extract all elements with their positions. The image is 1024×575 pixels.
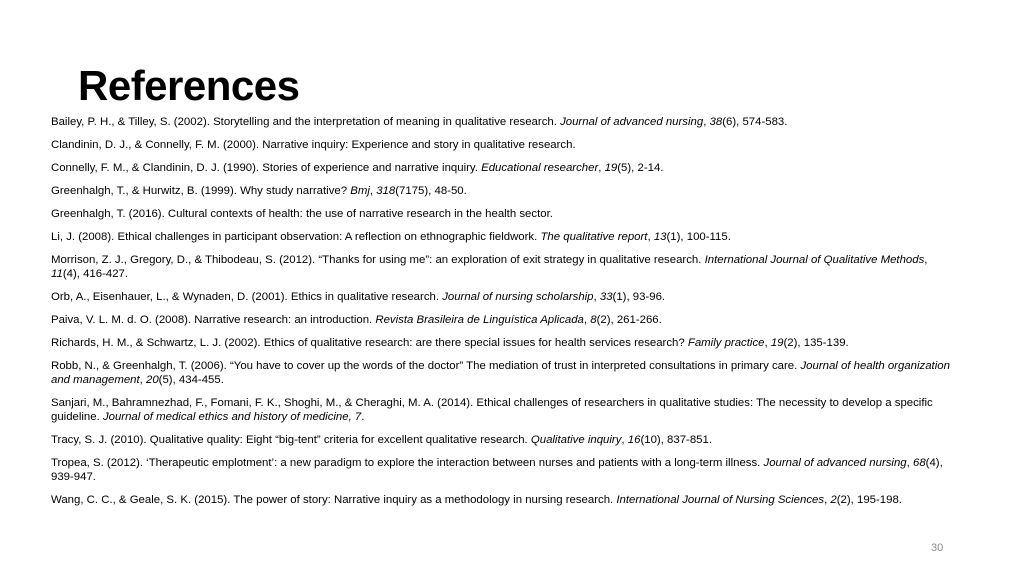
- reference-item: [51, 230, 951, 244]
- reference-italic-text: 11: [51, 268, 63, 280]
- reference-text: Tracy, S. J. (2010). Qualitative quality: Eight “big-tent” criteria for excellent qualitative research.: [51, 434, 531, 446]
- reference-italic-text: Journal of advanced nursing: [763, 457, 907, 469]
- reference-text: ,: [583, 314, 591, 326]
- reference-item: [51, 396, 951, 424]
- reference-text: (4), 416-427.: [62, 268, 129, 280]
- reference-text: Sanjari, M., Bahramnezhad, F., Fomani, F. K., Shoghi, M., & Cheraghi, M. A. (2014). Ethical challenges of researchers in qualitative studies: The necessity to develop a specific guideline.: [51, 397, 936, 423]
- reference-text: Bailey, P. H., & Tilley, S. (2002). Storytelling and the interpretation of meaning in qualitative research.: [51, 116, 561, 128]
- reference-item: [51, 161, 951, 175]
- reference-item: [51, 253, 951, 281]
- reference-text: (10), 837-851.: [640, 434, 712, 446]
- reference-italic-text: Journal of advanced nursing: [560, 116, 704, 128]
- reference-text: Greenhalgh, T., & Hurwitz, B. (1999). Why study narrative?: [51, 185, 351, 197]
- reference-text: ,: [139, 374, 146, 386]
- reference-italic-text: 38: [709, 116, 723, 128]
- reference-text: Tropea, S. (2012). ‘Therapeutic emplotment’: a new paradigm to explore the interaction between nurses and patients with a long-term illness.: [51, 457, 764, 469]
- reference-item: [51, 115, 951, 129]
- reference-italic-text: Bmj: [350, 185, 370, 197]
- reference-italic-text: Family practice: [687, 337, 765, 349]
- reference-text: ,: [598, 162, 605, 174]
- reference-text: Greenhalgh, T. (2016). Cultural contexts of health: the use of narrative research in the health sector.: [51, 208, 553, 220]
- reference-text: (5), 2-14.: [617, 162, 664, 174]
- reference-item: [51, 290, 951, 304]
- reference-italic-text: 68: [912, 457, 926, 469]
- reference-text: .: [361, 411, 365, 423]
- reference-text: Wang, C. C., & Geale, S. K. (2015). The power of story: Narrative inquiry as a methodology in nursing research.: [51, 494, 617, 506]
- slide-title: References: [78, 62, 300, 109]
- reference-italic-text: 19: [770, 337, 784, 349]
- reference-text: (6), 574-583.: [722, 116, 788, 128]
- reference-italic-text: Educational researcher: [481, 162, 599, 174]
- reference-item: [51, 493, 951, 507]
- reference-text: ,: [647, 231, 654, 243]
- reference-text: (2), 135-139.: [783, 337, 849, 349]
- reference-item: [51, 313, 951, 327]
- reference-item: [51, 433, 951, 447]
- reference-text: Morrison, Z. J., Gregory, D., & Thibodeau, S. (2012). “Thanks for using me”: an exploration of exit strategy in qualitative research.: [51, 254, 705, 266]
- reference-text: (4), 939-947.: [51, 457, 946, 483]
- reference-italic-text: Qualitative inquiry: [530, 434, 622, 446]
- reference-italic-text: Journal of medical ethics and history of medicine, 7: [102, 411, 362, 423]
- reference-text: (7175), 48-50.: [395, 185, 467, 197]
- reference-italic-text: 33: [599, 291, 613, 303]
- reference-text: ,: [621, 434, 628, 446]
- reference-italic-text: 8: [590, 314, 597, 326]
- reference-text: ,: [906, 457, 913, 469]
- reference-text: ,: [824, 494, 831, 506]
- reference-item: [51, 456, 951, 484]
- reference-italic-text: 318: [376, 185, 396, 197]
- page-number: 30: [931, 542, 944, 554]
- reference-text: ,: [593, 291, 600, 303]
- reference-italic-text: 2: [830, 494, 837, 506]
- reference-italic-text: 19: [604, 162, 618, 174]
- reference-item: [51, 359, 954, 387]
- reference-list: [51, 115, 954, 516]
- reference-text: Paiva, V. L. M. d. O. (2008). Narrative research: an introduction.: [51, 314, 376, 326]
- reference-text: (1), 93-96.: [612, 291, 666, 303]
- reference-text: (5), 434-455.: [158, 374, 224, 386]
- reference-text: ,: [764, 337, 771, 349]
- reference-item: [51, 138, 951, 152]
- reference-italic-text: 13: [653, 231, 667, 243]
- reference-text: Connelly, F. M., & Clandinin, D. J. (1990). Stories of experience and narrative inquiry.: [51, 162, 482, 174]
- reference-text: (2), 195-198.: [836, 494, 902, 506]
- reference-italic-text: The qualitative report: [540, 231, 648, 243]
- reference-text: Clandinin, D. J., & Connelly, F. M. (2000). Narrative inquiry: Experience and story in qualitative research.: [51, 139, 576, 151]
- reference-italic-text: International Journal of Nursing Sciences: [616, 494, 825, 506]
- reference-italic-text: 16: [627, 434, 641, 446]
- reference-italic-text: Journal of nursing scholarship: [442, 291, 594, 303]
- reference-text: ,: [924, 254, 931, 266]
- reference-italic-text: 20: [146, 374, 159, 386]
- reference-text: Robb, N., & Greenhalgh, T. (2006). “You have to cover up the words of the doctor” The mediation of trust in interpreted consultations in primary care.: [51, 360, 801, 372]
- reference-italic-text: Revista Brasileira de Linguística Aplicada: [375, 314, 584, 326]
- reference-text: Richards, H. M., & Schwartz, L. J. (2002). Ethics of qualitative research: are there special issues for health services research?: [51, 337, 688, 349]
- reference-text: Li, J. (2008). Ethical challenges in participant observation: A reflection on ethnographic fieldwork.: [51, 231, 541, 243]
- reference-italic-text: Journal of health organization and management: [51, 360, 954, 386]
- reference-item: [51, 184, 951, 198]
- reference-text: Orb, A., Eisenhauer, L., & Wynaden, D. (2001). Ethics in qualitative research.: [51, 291, 443, 303]
- reference-item: [51, 207, 951, 221]
- reference-text: ,: [369, 185, 377, 197]
- reference-text: (1), 100-115.: [666, 231, 731, 243]
- reference-text: (2), 261-266.: [596, 314, 662, 326]
- reference-text: ,: [703, 116, 710, 128]
- reference-italic-text: International Journal of Qualitative Methods: [704, 254, 925, 266]
- reference-item: [51, 336, 951, 350]
